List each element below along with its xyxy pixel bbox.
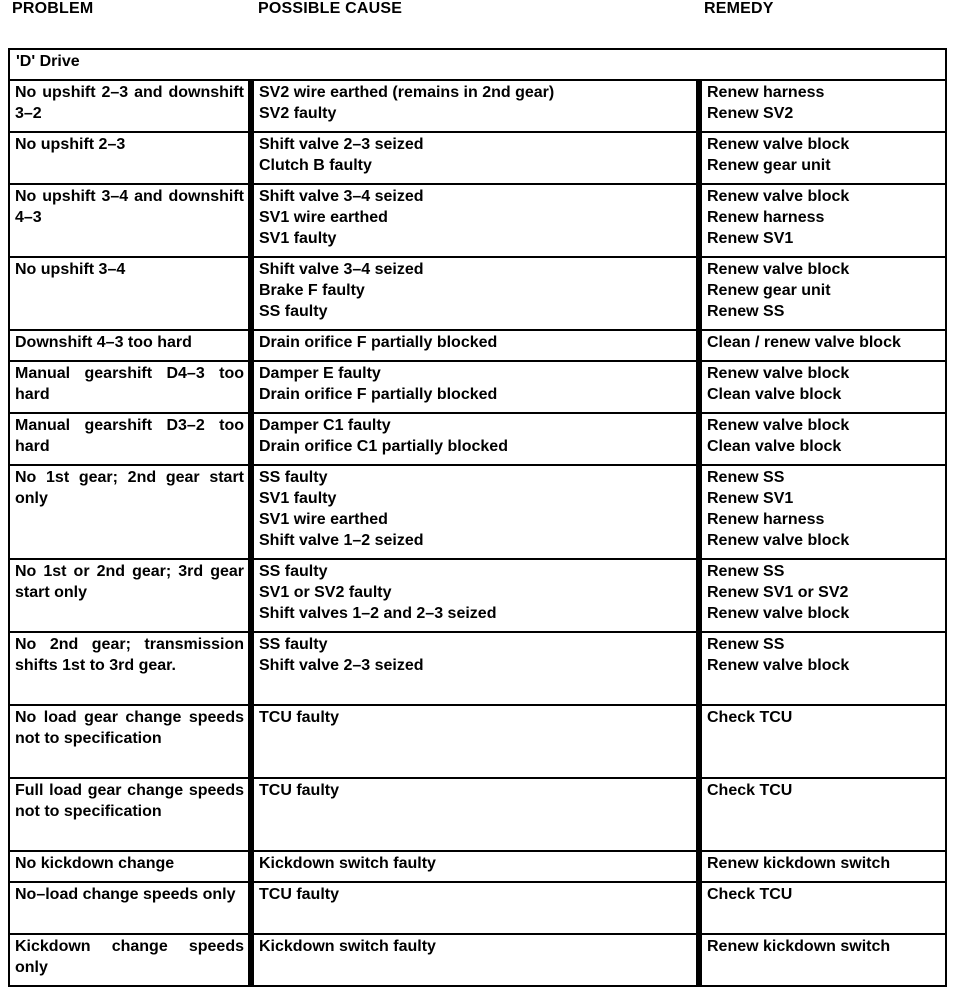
- remedy-line: Renew SS: [707, 303, 785, 320]
- remedy-cell: [699, 465, 946, 559]
- header-remedy: REMEDY: [704, 0, 774, 17]
- table-row: [9, 184, 946, 257]
- table-row: [9, 330, 946, 361]
- cause-line: SS faulty: [259, 636, 328, 653]
- problem-cell: No load gear change speeds not to specification: [9, 705, 251, 778]
- remedy-line: Renew SV1: [707, 490, 794, 507]
- remedy-cell: [699, 705, 946, 778]
- problem-cell: No upshift 2–3 and downshift 3–2: [9, 80, 251, 132]
- problem-cell: Downshift 4–3 too hard: [9, 330, 251, 361]
- cause-line: SS faulty: [259, 303, 328, 320]
- cause-line: Drain orifice F partially blocked: [259, 334, 498, 351]
- remedy-cell: [699, 80, 946, 132]
- cause-line: Damper C1 faulty: [259, 417, 391, 434]
- remedy-line: Renew valve block: [707, 365, 850, 382]
- table-row: [9, 882, 946, 934]
- problem-cell: No 1st gear; 2nd gear start only: [9, 465, 251, 559]
- cause-cell: [251, 882, 699, 934]
- cause-line: Shift valve 1–2 seized: [259, 532, 424, 549]
- remedy-line: Renew valve block: [707, 657, 850, 674]
- header-problem: PROBLEM: [12, 0, 94, 17]
- table-row: [9, 132, 946, 184]
- table-row: [9, 778, 946, 851]
- cause-line: Kickdown switch faulty: [259, 938, 436, 955]
- table-row: [9, 851, 946, 882]
- cause-line: Drain orifice C1 partially blocked: [259, 438, 508, 455]
- table-row: [9, 361, 946, 413]
- table-row: [9, 257, 946, 330]
- cause-line: Shift valve 2–3 seized: [259, 657, 424, 674]
- remedy-line: Renew valve block: [707, 605, 850, 622]
- remedy-line: Renew kickdown switch: [707, 938, 891, 955]
- cause-line: SV1 faulty: [259, 490, 337, 507]
- cause-line: SV1 wire earthed: [259, 511, 388, 528]
- cause-cell: [251, 934, 699, 986]
- problem-cell: No upshift 3–4 and downshift 4–3: [9, 184, 251, 257]
- cause-line: Shift valve 3–4 seized: [259, 261, 424, 278]
- remedy-cell: [699, 632, 946, 705]
- table-row: [9, 413, 946, 465]
- problem-cell: Manual gearshift D3–2 too hard: [9, 413, 251, 465]
- cause-line: Shift valves 1–2 and 2–3 seized: [259, 605, 497, 622]
- cause-line: SV2 wire earthed (remains in 2nd gear): [259, 84, 555, 101]
- cause-line: Shift valve 2–3 seized: [259, 136, 424, 153]
- cause-cell: [251, 80, 699, 132]
- remedy-cell: [699, 559, 946, 632]
- remedy-line: Check TCU: [707, 709, 793, 726]
- remedy-line: Renew valve block: [707, 261, 850, 278]
- problem-cell: Kickdown change speeds only: [9, 934, 251, 986]
- table-row: [9, 80, 946, 132]
- table-row: [9, 934, 946, 986]
- remedy-cell: [699, 184, 946, 257]
- problem-cell: No 1st or 2nd gear; 3rd gear start only: [9, 559, 251, 632]
- cause-cell: [251, 632, 699, 705]
- cause-line: SV1 or SV2 faulty: [259, 584, 392, 601]
- remedy-line: Renew kickdown switch: [707, 855, 891, 872]
- section-title: 'D' Drive: [9, 49, 946, 80]
- problem-cell: Full load gear change speeds not to specification: [9, 778, 251, 851]
- cause-cell: [251, 330, 699, 361]
- cause-cell: [251, 851, 699, 882]
- cause-line: Brake F faulty: [259, 282, 365, 299]
- remedy-cell: [699, 778, 946, 851]
- table-row: [9, 465, 946, 559]
- cause-cell: [251, 559, 699, 632]
- remedy-line: Clean valve block: [707, 386, 842, 403]
- remedy-line: Renew SS: [707, 469, 785, 486]
- remedy-line: Renew SV2: [707, 105, 794, 122]
- remedy-line: Renew valve block: [707, 188, 850, 205]
- cause-cell: [251, 361, 699, 413]
- cause-line: Clutch B faulty: [259, 157, 372, 174]
- remedy-line: Renew SV1: [707, 230, 794, 247]
- cause-line: Kickdown switch faulty: [259, 855, 436, 872]
- cause-line: TCU faulty: [259, 886, 339, 903]
- remedy-cell: [699, 132, 946, 184]
- cause-line: Damper E faulty: [259, 365, 381, 382]
- remedy-line: Renew harness: [707, 84, 825, 101]
- remedy-cell: [699, 330, 946, 361]
- cause-cell: [251, 465, 699, 559]
- problem-cell: No upshift 2–3: [9, 132, 251, 184]
- problem-cell: No kickdown change: [9, 851, 251, 882]
- table-row: [9, 559, 946, 632]
- remedy-cell: [699, 882, 946, 934]
- remedy-line: Check TCU: [707, 782, 793, 799]
- remedy-line: Renew SS: [707, 563, 785, 580]
- cause-cell: [251, 413, 699, 465]
- cause-line: SV2 faulty: [259, 105, 337, 122]
- cause-line: TCU faulty: [259, 709, 339, 726]
- cause-line: SV1 wire earthed: [259, 209, 388, 226]
- remedy-cell: [699, 934, 946, 986]
- problem-cell: No upshift 3–4: [9, 257, 251, 330]
- problem-cell: Manual gearshift D4–3 too hard: [9, 361, 251, 413]
- remedy-line: Clean / renew valve block: [707, 334, 901, 351]
- cause-cell: [251, 132, 699, 184]
- remedy-line: Renew harness: [707, 511, 825, 528]
- header-possible-cause: POSSIBLE CAUSE: [258, 0, 403, 17]
- cause-line: SS faulty: [259, 563, 328, 580]
- cause-line: SV1 faulty: [259, 230, 337, 247]
- remedy-line: Renew gear unit: [707, 157, 831, 174]
- cause-line: Drain orifice F partially blocked: [259, 386, 498, 403]
- remedy-cell: [699, 257, 946, 330]
- cause-cell: [251, 778, 699, 851]
- remedy-cell: [699, 851, 946, 882]
- table-row: [9, 632, 946, 705]
- remedy-cell: [699, 413, 946, 465]
- cause-line: Shift valve 3–4 seized: [259, 188, 424, 205]
- troubleshooting-table: [8, 48, 947, 987]
- remedy-line: Check TCU: [707, 886, 793, 903]
- section-row: [9, 49, 946, 80]
- remedy-line: Renew valve block: [707, 136, 850, 153]
- remedy-line: Clean valve block: [707, 438, 842, 455]
- remedy-line: Renew valve block: [707, 417, 850, 434]
- remedy-line: Renew valve block: [707, 532, 850, 549]
- remedy-line: Renew gear unit: [707, 282, 831, 299]
- remedy-line: Renew SV1 or SV2: [707, 584, 849, 601]
- problem-cell: No–load change speeds only: [9, 882, 251, 934]
- cause-cell: [251, 257, 699, 330]
- table-row: [9, 705, 946, 778]
- remedy-line: Renew SS: [707, 636, 785, 653]
- remedy-cell: [699, 361, 946, 413]
- cause-line: TCU faulty: [259, 782, 339, 799]
- cause-cell: [251, 184, 699, 257]
- cause-cell: [251, 705, 699, 778]
- problem-cell: No 2nd gear; transmission shifts 1st to 3rd gear.: [9, 632, 251, 705]
- cause-line: SS faulty: [259, 469, 328, 486]
- remedy-line: Renew harness: [707, 209, 825, 226]
